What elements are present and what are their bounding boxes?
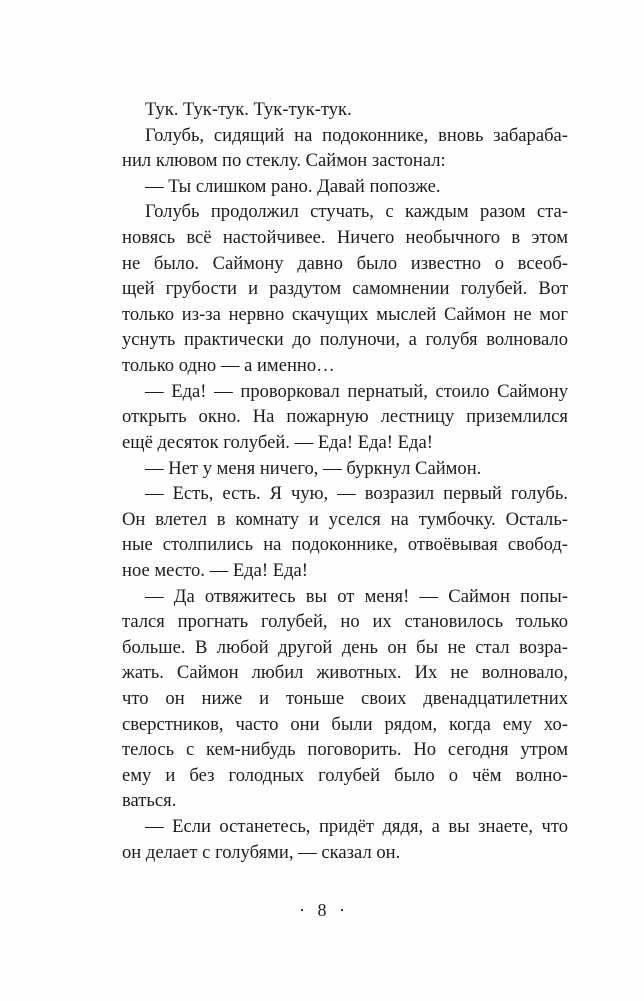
text-line: — Есть, есть. Я чую, — возразил первый голубь. bbox=[145, 483, 568, 505]
text-line: он делает с голубями, — сказал он. bbox=[122, 841, 401, 863]
text-line: — Если останетесь, придёт дядя, а вы знаете, что bbox=[145, 816, 568, 838]
paragraph bbox=[122, 174, 568, 200]
paragraph bbox=[122, 481, 568, 583]
text-line: только одно — а именно… bbox=[122, 355, 335, 377]
text-line: уснуть практически до полуночи, а голубя волновало bbox=[122, 329, 568, 351]
text-line: телось с кем-нибудь поговорить. Но сегодня утром bbox=[122, 739, 568, 761]
paragraph bbox=[122, 379, 568, 456]
paragraph bbox=[122, 97, 568, 123]
page-number: · 8 · bbox=[299, 900, 345, 920]
text-line: — Ты слишком рано. Давай попозже. bbox=[145, 175, 441, 197]
text-line: ещё десяток голубей. — Еда! Еда! Еда! bbox=[122, 431, 433, 453]
body-text bbox=[122, 97, 568, 865]
text-line: открыть окно. На пожарную лестницу приземлился bbox=[122, 406, 568, 428]
text-line: ные столпились на подоконнике, отвоёвывая свобод- bbox=[122, 534, 568, 556]
text-line: жать. Саймон любил животных. Их не волновало, bbox=[122, 662, 568, 684]
text-line: Тук. Тук-тук. Тук-тук-тук. bbox=[145, 99, 352, 120]
paragraph bbox=[122, 123, 568, 174]
text-line: только из-за нервно скачущих мыслей Саймон не мог bbox=[122, 303, 568, 325]
text-line: ваться. bbox=[122, 790, 177, 812]
text-line: тался прогнать голубей, но их становилось только bbox=[122, 611, 568, 633]
text-line: Он влетел в комнату и уселся на тумбочку. Осталь- bbox=[122, 508, 568, 530]
text-line: — Нет у меня ничего, — буркнул Саймон. bbox=[145, 457, 482, 479]
text-line: — Еда! — проворковал пернатый, стоило Саймону bbox=[145, 380, 568, 402]
text-line: ему и без голодных голубей было о чём волно- bbox=[122, 764, 568, 786]
text-line: что он ниже и тоньше своих двенадцатилетних bbox=[122, 688, 568, 710]
text-line: — Да отвяжитесь вы от меня! — Саймон попы- bbox=[145, 585, 568, 607]
paragraph bbox=[122, 199, 568, 378]
paragraph bbox=[122, 584, 568, 814]
text-line: не было. Саймону давно было известно о всеоб- bbox=[122, 252, 568, 274]
text-line: сверстников, часто они были рядом, когда ему хо- bbox=[122, 713, 568, 735]
paragraph bbox=[122, 456, 568, 482]
text-line: щей грубости и раздутом самомнении голубей. Вот bbox=[122, 278, 568, 300]
paragraph bbox=[122, 814, 568, 865]
text-line: Голубь продолжил стучать, с каждым разом ста- bbox=[145, 201, 568, 223]
text-line: Голубь, сидящий на подоконнике, вновь забараба- bbox=[145, 124, 568, 146]
text-line: ное место. — Еда! Еда! bbox=[122, 559, 309, 581]
text-line: больше. В любой другой день он бы не стал возра- bbox=[122, 636, 568, 658]
text-line: новясь всё настойчивее. Ничего необычного в этом bbox=[122, 227, 568, 249]
text-line: нил клювом по стеклу. Саймон застонал: bbox=[122, 150, 446, 172]
